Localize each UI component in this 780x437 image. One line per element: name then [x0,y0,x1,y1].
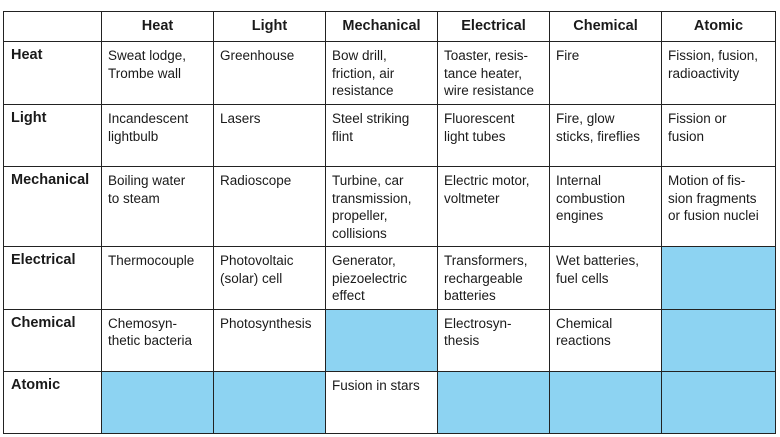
table-cell [102,247,214,310]
cell-text: Sweat lodge, Trombe wall [108,48,187,81]
table-cell [662,105,776,167]
row-header-heat: Heat [4,42,102,105]
column-header-chemical: Chemical [550,12,662,42]
table-cell [326,167,438,247]
column-header-heat: Heat [102,12,214,42]
empty-cell [214,371,326,433]
table-cell [214,105,326,167]
table-cell [214,309,326,371]
header-corner-cell [4,12,102,42]
table-cell [326,371,438,433]
column-header-electrical: Electrical [438,12,550,42]
cell-text: Fire [556,48,580,63]
cell-text: Photosynthesis [220,315,312,331]
cell-text: Radioscope [220,173,292,188]
empty-cell [326,309,438,371]
table-row-chemical [4,309,776,371]
row-header-light: Light [4,105,102,167]
table-cell [438,42,550,105]
table-cell [438,105,550,167]
row-header-mechanical: Mechanical [4,167,102,247]
table-row-electrical [4,247,776,310]
cell-text: Chemosyn- thetic bacteria [108,315,193,348]
table-cell [438,309,550,371]
cell-text: Fission or fusion [668,111,727,144]
table-cell [438,167,550,247]
table-cell [214,247,326,310]
cell-text: Electric motor, voltmeter [444,173,530,206]
table-cell [550,42,662,105]
table-cell [438,247,550,310]
table-cell [550,167,662,247]
cell-text: Incandescent lightbulb [108,111,189,144]
header-row [4,12,776,42]
cell-text: Fire, glow sticks, fireflies [556,111,641,144]
column-header-mechanical: Mechanical [326,12,438,42]
row-header-chemical: Chemical [4,309,102,371]
table-row-heat [4,42,776,105]
row-header-atomic: Atomic [4,371,102,433]
cell-text: Bow drill, friction, air resistance [332,48,395,98]
table-cell [102,309,214,371]
cell-text: Internal combustion engines [556,173,626,223]
row-header-electrical: Electrical [4,247,102,310]
cell-text: Toaster, resis- tance heater, wire resistance [444,48,535,98]
table-cell [102,105,214,167]
table-cell [662,167,776,247]
cell-text: Greenhouse [220,48,295,63]
column-header-atomic: Atomic [662,12,776,42]
cell-text: Motion of fis- sion fragments or fusion nuclei [668,173,759,223]
table-row-atomic [4,371,776,433]
table-cell [102,167,214,247]
table-cell [550,105,662,167]
cell-text: Thermocouple [108,253,195,268]
table-cell [550,247,662,310]
empty-cell [662,247,776,310]
cell-text: Boiling water to steam [108,173,186,206]
column-header-light: Light [214,12,326,42]
table-cell [326,105,438,167]
cell-text: Chemical reactions [556,315,613,348]
cell-text: Fusion in stars [332,377,420,393]
table-cell [102,42,214,105]
cell-text: Generator, piezoelectric effect [332,253,408,303]
table-cell [550,309,662,371]
cell-text: Lasers [220,111,261,126]
cell-text: Turbine, car transmission, propeller, collisions [332,173,412,241]
empty-cell [438,371,550,433]
empty-cell [550,371,662,433]
energy-conversion-table [3,11,776,434]
empty-cell [662,371,776,433]
table-cell [214,42,326,105]
cell-text: Fission, fusion, radioactivity [668,48,759,81]
table-cell [214,167,326,247]
cell-text: Photovoltaic (solar) cell [220,253,294,286]
empty-cell [662,309,776,371]
cell-text: Electrosyn- thesis [444,315,512,348]
table-cell [326,247,438,310]
cell-text: Fluorescent light tubes [444,111,515,144]
table-cell [662,42,776,105]
cell-text: Steel striking flint [332,111,410,144]
cell-text: Wet batteries, fuel cells [556,253,640,286]
empty-cell [102,371,214,433]
table-row-mechanical [4,167,776,247]
table-row-light [4,105,776,167]
cell-text: Transformers, rechargeable batteries [444,253,528,303]
table-cell [326,42,438,105]
